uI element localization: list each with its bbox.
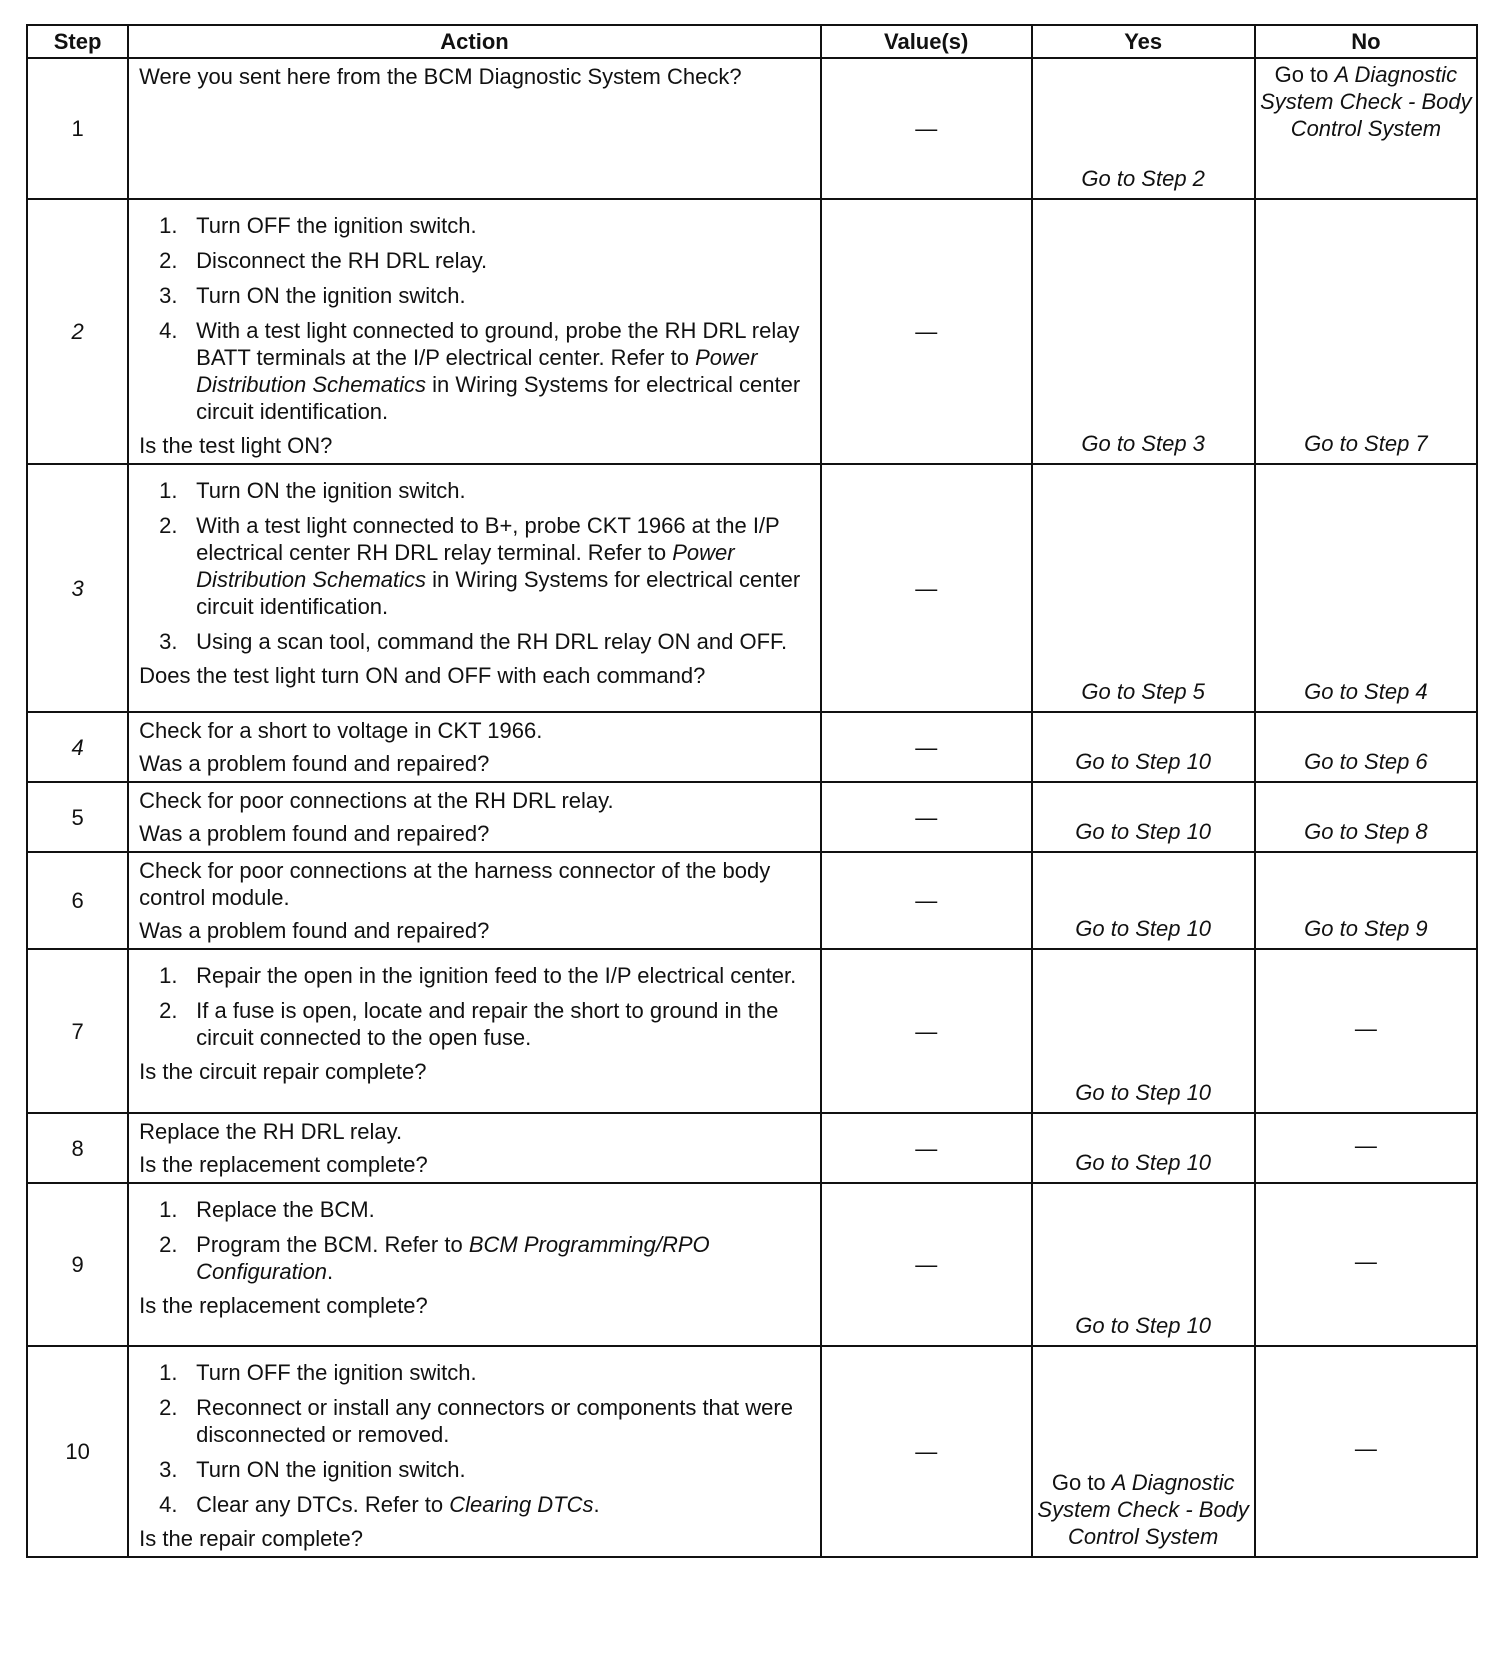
no-cell: — <box>1255 1113 1477 1183</box>
action-intro: Were you sent here from the BCM Diagnostic System Check? <box>139 64 742 89</box>
substep-number: 2. <box>159 1232 178 1257</box>
yes-cell: Go to Step 2 <box>1032 58 1255 199</box>
value-cell: — <box>821 852 1032 949</box>
substep-text-part: Turn OFF the ignition switch. <box>196 213 477 238</box>
no-cell: — <box>1255 949 1477 1113</box>
value-cell: — <box>821 199 1032 464</box>
substep-item <box>139 1196 810 1223</box>
step-number: 4 <box>27 712 128 782</box>
header-yes: Yes <box>1032 25 1255 58</box>
value-cell: — <box>821 1183 1032 1346</box>
substep-text-part: . <box>593 1492 600 1517</box>
yes-cell: Go to Step 3 <box>1032 199 1255 464</box>
substep-text-part: Repair the open in the ignition feed to the I/P electrical center. <box>196 963 797 988</box>
substep-item <box>139 1231 810 1285</box>
substep-number: 2. <box>159 513 178 538</box>
substep-list <box>139 1359 810 1518</box>
value-cell: — <box>821 1113 1032 1183</box>
no-cell: Go to Step 7 <box>1255 199 1477 464</box>
substep-item <box>139 1491 810 1518</box>
substep-number: 2. <box>159 1395 178 1420</box>
action-question: Does the test light turn ON and OFF with each command? <box>139 663 706 688</box>
table-row <box>27 464 1477 712</box>
no-cell: Go to Step 6 <box>1255 712 1477 782</box>
value-cell: — <box>821 1346 1032 1557</box>
no-cell: — <box>1255 1346 1477 1557</box>
substep-number: 2. <box>159 998 178 1023</box>
step-number: 8 <box>27 1113 128 1183</box>
action-intro: Check for poor connections at the harness connector of the body control module. <box>139 858 771 910</box>
substep-text-part: Program the BCM. Refer to <box>196 1232 469 1257</box>
step-number: 2 <box>27 199 128 464</box>
action-question: Is the replacement complete? <box>139 1293 428 1318</box>
action-cell <box>128 58 821 199</box>
yes-cell: Go to Step 10 <box>1032 712 1255 782</box>
action-question: Is the test light ON? <box>139 433 333 458</box>
substep-item <box>139 477 810 504</box>
substep-number: 1. <box>159 478 178 503</box>
substep-item <box>139 512 810 620</box>
substep-text-part: Turn OFF the ignition switch. <box>196 1360 477 1385</box>
substep-text-part: Turn ON the ignition switch. <box>196 478 466 503</box>
substep-text-part: If a fuse is open, locate and repair the short to ground in the circuit connected to the open fuse. <box>196 998 779 1050</box>
substep-list <box>139 1196 810 1285</box>
step-number: 10 <box>27 1346 128 1557</box>
substep-number: 1. <box>159 213 178 238</box>
substep-number: 4. <box>159 1492 178 1517</box>
step-number: 1 <box>27 58 128 199</box>
header-step: Step <box>27 25 128 58</box>
substep-number: 1. <box>159 1360 178 1385</box>
step-number: 7 <box>27 949 128 1113</box>
step-number: 6 <box>27 852 128 949</box>
substep-item <box>139 1456 810 1483</box>
substep-number: 3. <box>159 283 178 308</box>
substep-number: 2. <box>159 248 178 273</box>
substep-text-part: Disconnect the RH DRL relay. <box>196 248 488 273</box>
value-cell: — <box>821 949 1032 1113</box>
table-row <box>27 1346 1477 1557</box>
substep-item <box>139 997 810 1051</box>
substep-item <box>139 1359 810 1386</box>
substep-item <box>139 962 810 989</box>
substep-item <box>139 1394 810 1448</box>
substep-text-part: Reconnect or install any connectors or components that were disconnected or removed. <box>196 1395 793 1447</box>
header-no: No <box>1255 25 1477 58</box>
action-intro: Replace the RH DRL relay. <box>139 1119 403 1144</box>
no-text-part: Go to <box>1274 62 1335 87</box>
action-question: Was a problem found and repaired? <box>139 821 490 846</box>
substep-text-part: Turn ON the ignition switch. <box>196 1457 466 1482</box>
header-row <box>27 25 1477 58</box>
table-row <box>27 712 1477 782</box>
action-cell <box>128 1346 821 1557</box>
substep-text-part: Clear any DTCs. Refer to <box>196 1492 450 1517</box>
substep-number: 3. <box>159 629 178 654</box>
action-question: Is the repair complete? <box>139 1526 363 1551</box>
substep-number: 4. <box>159 318 178 343</box>
table-row <box>27 782 1477 852</box>
substep-list <box>139 962 810 1051</box>
action-question: Is the circuit repair complete? <box>139 1059 427 1084</box>
header-action: Action <box>128 25 821 58</box>
substep-text-part: . <box>327 1259 334 1284</box>
header-values: Value(s) <box>821 25 1032 58</box>
substep-number: 3. <box>159 1457 178 1482</box>
substep-number: 1. <box>159 963 178 988</box>
action-cell <box>128 1113 821 1183</box>
yes-cell: Go to Step 10 <box>1032 782 1255 852</box>
no-cell: Go to Step 9 <box>1255 852 1477 949</box>
action-cell <box>128 852 821 949</box>
action-cell <box>128 1183 821 1346</box>
step-number: 5 <box>27 782 128 852</box>
yes-cell: Go to Step 5 <box>1032 464 1255 712</box>
table-row <box>27 852 1477 949</box>
action-cell <box>128 949 821 1113</box>
yes-cell: Go to Step 10 <box>1032 1113 1255 1183</box>
yes-cell <box>1032 1346 1255 1557</box>
table-body <box>27 58 1477 1557</box>
action-cell <box>128 199 821 464</box>
action-question: Was a problem found and repaired? <box>139 918 490 943</box>
substep-text-part: Replace the BCM. <box>196 1197 375 1222</box>
no-cell <box>1255 58 1477 199</box>
substep-item <box>139 628 810 655</box>
action-cell <box>128 712 821 782</box>
action-cell <box>128 782 821 852</box>
yes-text-part: A Diagnostic System Check - Body Control System <box>1037 1470 1249 1549</box>
substep-text-part: in Wiring Systems for electrical center circuit identification. <box>196 372 801 424</box>
no-cell: — <box>1255 1183 1477 1346</box>
no-cell: Go to Step 4 <box>1255 464 1477 712</box>
action-question: Is the replacement complete? <box>139 1152 428 1177</box>
action-cell <box>128 464 821 712</box>
substep-number: 1. <box>159 1197 178 1222</box>
table-row <box>27 949 1477 1113</box>
substep-text-part: Power Distribution Schematics <box>196 345 758 397</box>
substep-text-part: Using a scan tool, command the RH DRL relay ON and OFF. <box>196 629 788 654</box>
diagnostic-table <box>26 24 1478 1558</box>
substep-item <box>139 282 810 309</box>
substep-item <box>139 247 810 274</box>
table-row <box>27 199 1477 464</box>
substep-text-part: Clearing DTCs <box>449 1492 594 1517</box>
no-text-part: A Diagnostic System Check - Body Control System <box>1260 62 1472 141</box>
yes-text-part: Go to <box>1051 1470 1112 1495</box>
value-cell: — <box>821 782 1032 852</box>
substep-text-part: Power Distribution Schematics <box>196 540 735 592</box>
value-cell: — <box>821 464 1032 712</box>
substep-item <box>139 212 810 239</box>
yes-cell: Go to Step 10 <box>1032 949 1255 1113</box>
substep-text-part: With a test light connected to ground, probe the RH DRL relay BATT terminals at the I/P electrical center. Refer to <box>196 318 800 370</box>
substep-item <box>139 317 810 425</box>
yes-cell: Go to Step 10 <box>1032 852 1255 949</box>
substep-text-part: With a test light connected to B+, probe CKT 1966 at the I/P electrical center RH DRL relay terminal. Refer to <box>196 513 780 565</box>
step-number: 9 <box>27 1183 128 1346</box>
substep-text-part: in Wiring Systems for electrical center circuit identification. <box>196 567 801 619</box>
value-cell: — <box>821 58 1032 199</box>
step-number: 3 <box>27 464 128 712</box>
substep-text-part: BCM Programming/RPO Configuration <box>196 1232 710 1284</box>
no-cell: Go to Step 8 <box>1255 782 1477 852</box>
substep-list <box>139 212 810 425</box>
substep-list <box>139 477 810 655</box>
action-intro: Check for poor connections at the RH DRL relay. <box>139 788 614 813</box>
yes-cell: Go to Step 10 <box>1032 1183 1255 1346</box>
table-row <box>27 1113 1477 1183</box>
action-intro: Check for a short to voltage in CKT 1966. <box>139 718 543 743</box>
table-row <box>27 1183 1477 1346</box>
substep-text-part: Turn ON the ignition switch. <box>196 283 466 308</box>
action-question: Was a problem found and repaired? <box>139 751 490 776</box>
value-cell: — <box>821 712 1032 782</box>
table-row <box>27 58 1477 199</box>
